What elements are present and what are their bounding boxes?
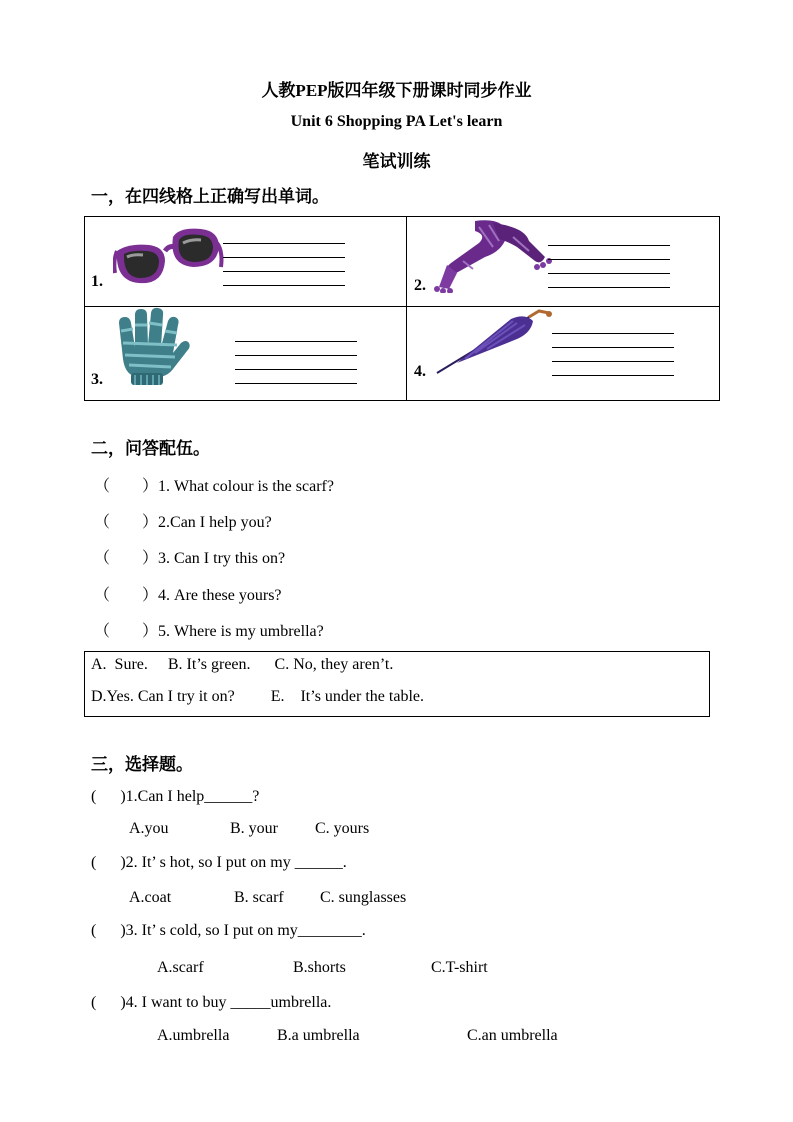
- answer-choices-box: [84, 651, 710, 717]
- cell-2: [407, 217, 719, 306]
- section2-heading: 二，问答配伍。: [91, 439, 210, 458]
- question-text: 2.Can I help you?: [158, 514, 272, 531]
- mc-option[interactable]: B. scarf: [234, 889, 284, 906]
- subtitle: 笔试训练: [362, 152, 431, 171]
- mc-option[interactable]: B.a umbrella: [277, 1027, 360, 1044]
- q2-row-5: [94, 618, 324, 641]
- writing-grid: [84, 216, 720, 401]
- answer-paren[interactable]: （ ）: [94, 478, 159, 495]
- cell-3-number: 3.: [91, 371, 103, 388]
- question-text: 4. Are these yours?: [158, 587, 282, 604]
- mc-option[interactable]: A.coat: [129, 889, 172, 906]
- cell-3: [85, 307, 406, 400]
- four-line-grid-2: [548, 245, 670, 301]
- mc-option[interactable]: A.you: [129, 820, 169, 837]
- answer-paren[interactable]: （ ）: [94, 514, 159, 531]
- mc-option[interactable]: B. your: [230, 820, 278, 837]
- mc-question-3: ( )3. It’ s cold, so I put on my________.: [91, 922, 366, 939]
- q2-row-4: [94, 582, 282, 605]
- section3-heading: 三，选择题。: [91, 755, 193, 774]
- glove-icon: [113, 307, 191, 387]
- cell-2-number: 2.: [414, 277, 426, 294]
- cell-1-number: 1.: [91, 273, 103, 290]
- unit-title: Unit 6 Shopping PA Let's learn: [290, 113, 503, 130]
- mc-question-1: ( )1.Can I help______?: [91, 788, 260, 805]
- answer-choices-line-2: D.Yes. Can I try it on? E. It’s under the table.: [91, 688, 424, 705]
- page-title: 人教PEP版四年级下册课时同步作业: [261, 81, 532, 100]
- mc-option[interactable]: A.scarf: [157, 959, 204, 976]
- mc-option[interactable]: C. yours: [315, 820, 370, 837]
- four-line-grid-3: [235, 341, 357, 397]
- cell-4-number: 4.: [414, 363, 426, 380]
- mc-question-4: ( )4. I want to buy _____umbrella.: [91, 994, 332, 1011]
- cell-4: [407, 307, 719, 400]
- scarf-icon: [433, 217, 555, 293]
- four-line-grid-1: [223, 243, 345, 299]
- mc-option[interactable]: A.umbrella: [157, 1027, 230, 1044]
- mc-option[interactable]: B.shorts: [293, 959, 346, 976]
- section1-heading: 一，在四线格上正确写出单词。: [91, 187, 329, 206]
- q2-row-1: [94, 473, 334, 496]
- sunglasses-icon: [113, 221, 225, 289]
- cell-1: [85, 217, 406, 306]
- answer-paren[interactable]: （ ）: [94, 550, 159, 567]
- q2-row-2: [94, 509, 272, 532]
- question-text: 3. Can I try this on?: [158, 550, 286, 567]
- question-text: 1. What colour is the scarf?: [158, 478, 334, 495]
- four-line-grid-4: [552, 333, 674, 389]
- mc-option[interactable]: C.an umbrella: [467, 1027, 558, 1044]
- answer-paren[interactable]: （ ）: [94, 623, 159, 640]
- mc-option[interactable]: C.T-shirt: [431, 959, 488, 976]
- mc-option[interactable]: C. sunglasses: [320, 889, 407, 906]
- answer-choices-line-1: A. Sure. B. It’s green. C. No, they aren’t.: [91, 656, 394, 673]
- q2-row-3: [94, 545, 285, 568]
- umbrella-icon: [435, 309, 555, 375]
- answer-paren[interactable]: （ ）: [94, 587, 159, 604]
- question-text: 5. Where is my umbrella?: [158, 623, 324, 640]
- mc-question-2: ( )2. It’ s hot, so I put on my ______.: [91, 854, 347, 871]
